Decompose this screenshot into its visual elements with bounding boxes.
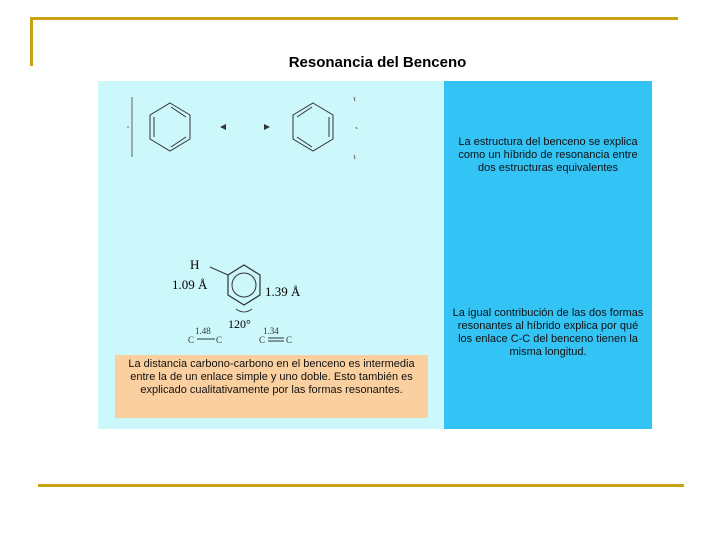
single-bond-reference xyxy=(188,326,222,345)
kekule-structure-2 xyxy=(293,103,333,151)
ch-bond xyxy=(210,267,228,275)
angle-arc xyxy=(236,309,252,312)
right-bracket xyxy=(354,97,357,159)
resonance-explanation: La estructura del benceno se explica como un híbrido de resonancia entre dos estructuras equivalentes xyxy=(458,136,638,174)
benzene-ring xyxy=(228,265,260,305)
bottom-accent-line xyxy=(38,484,684,487)
carbon-label: C xyxy=(216,335,223,345)
carbon-label: C xyxy=(259,335,266,345)
hydrogen-label: H xyxy=(190,257,200,272)
cc-bond-length: 1.39 Å xyxy=(265,284,301,299)
bond-length-note: La distancia carbono-carbono en el benceno es intermedia entre la de un enlace simple y uno doble. Esto también es explicado cualitativamente por las formas resonantes. xyxy=(115,355,428,418)
ch-bond-length: 1.09 Å xyxy=(172,277,208,292)
double-bond-reference xyxy=(259,326,292,345)
benzene-geometry xyxy=(172,257,301,331)
single-bond-length: 1.48 xyxy=(195,326,211,336)
resonance-arrow xyxy=(220,124,270,130)
slide-title: Resonancia del Benceno xyxy=(288,54,467,71)
equal-contribution-explanation: La igual contribución de las dos formas resonantes al híbrido explica por qué los enlace C-C del benceno tienen la misma longitud. xyxy=(452,307,644,358)
carbon-label: C xyxy=(188,335,195,345)
right-text-panel xyxy=(444,81,652,429)
kekule-structure-1 xyxy=(150,103,190,151)
top-accent-line xyxy=(30,17,678,20)
carbon-label: C xyxy=(286,335,293,345)
left-bracket xyxy=(127,97,132,157)
double-bond-length: 1.34 xyxy=(263,326,279,336)
bond-angle: 120° xyxy=(228,317,251,331)
aromatic-circle xyxy=(232,273,256,297)
